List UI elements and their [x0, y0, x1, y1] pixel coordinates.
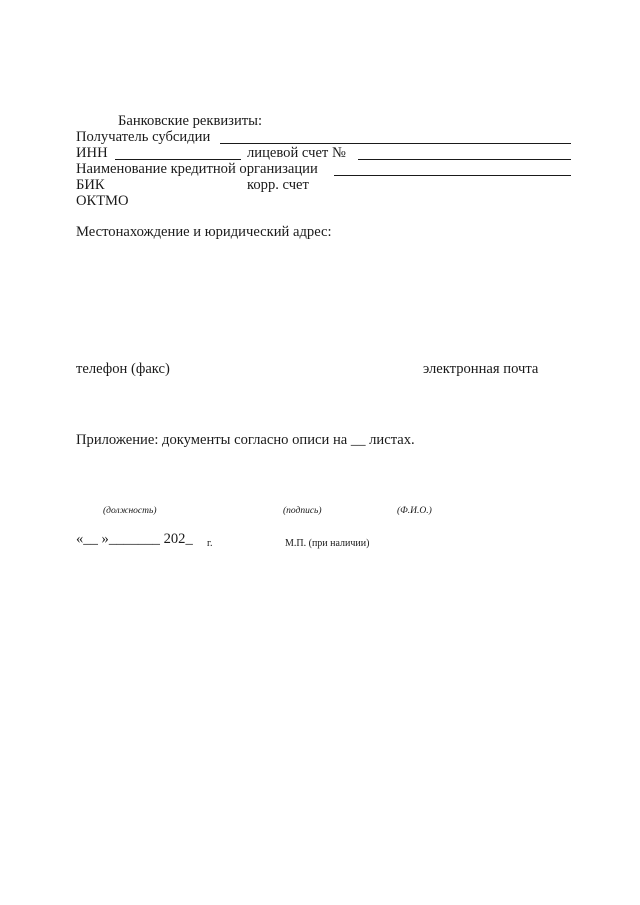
inn-label: ИНН: [76, 145, 108, 161]
phone-label: телефон (факс): [76, 361, 170, 377]
full-name-caption: (Ф.И.О.): [397, 506, 432, 516]
email-label: электронная почта: [423, 361, 539, 377]
signature-caption: (подпись): [283, 506, 322, 516]
position-caption: (должность): [103, 506, 157, 516]
date-line: «__ »_______ 202_: [76, 531, 193, 547]
org-label: Наименование кредитной организации: [76, 161, 318, 177]
year-suffix: г.: [207, 538, 213, 549]
corr-account-label: корр. счет: [247, 177, 309, 193]
address-label: Местонахождение и юридический адрес:: [76, 224, 332, 240]
attachment-text: Приложение: документы согласно описи на __ листах.: [76, 432, 415, 448]
account-label: лицевой счет №: [247, 145, 346, 161]
account-field-line: [358, 159, 571, 160]
inn-field-line: [115, 159, 241, 160]
recipient-label: Получатель субсидии: [76, 129, 211, 145]
recipient-field-line: [220, 143, 571, 144]
bank-details-heading: Банковские реквизиты:: [118, 113, 262, 129]
bik-label: БИК: [76, 177, 105, 193]
stamp-label: М.П. (при наличии): [285, 538, 370, 549]
org-field-line: [334, 175, 571, 176]
oktmo-label: ОКТМО: [76, 193, 129, 209]
